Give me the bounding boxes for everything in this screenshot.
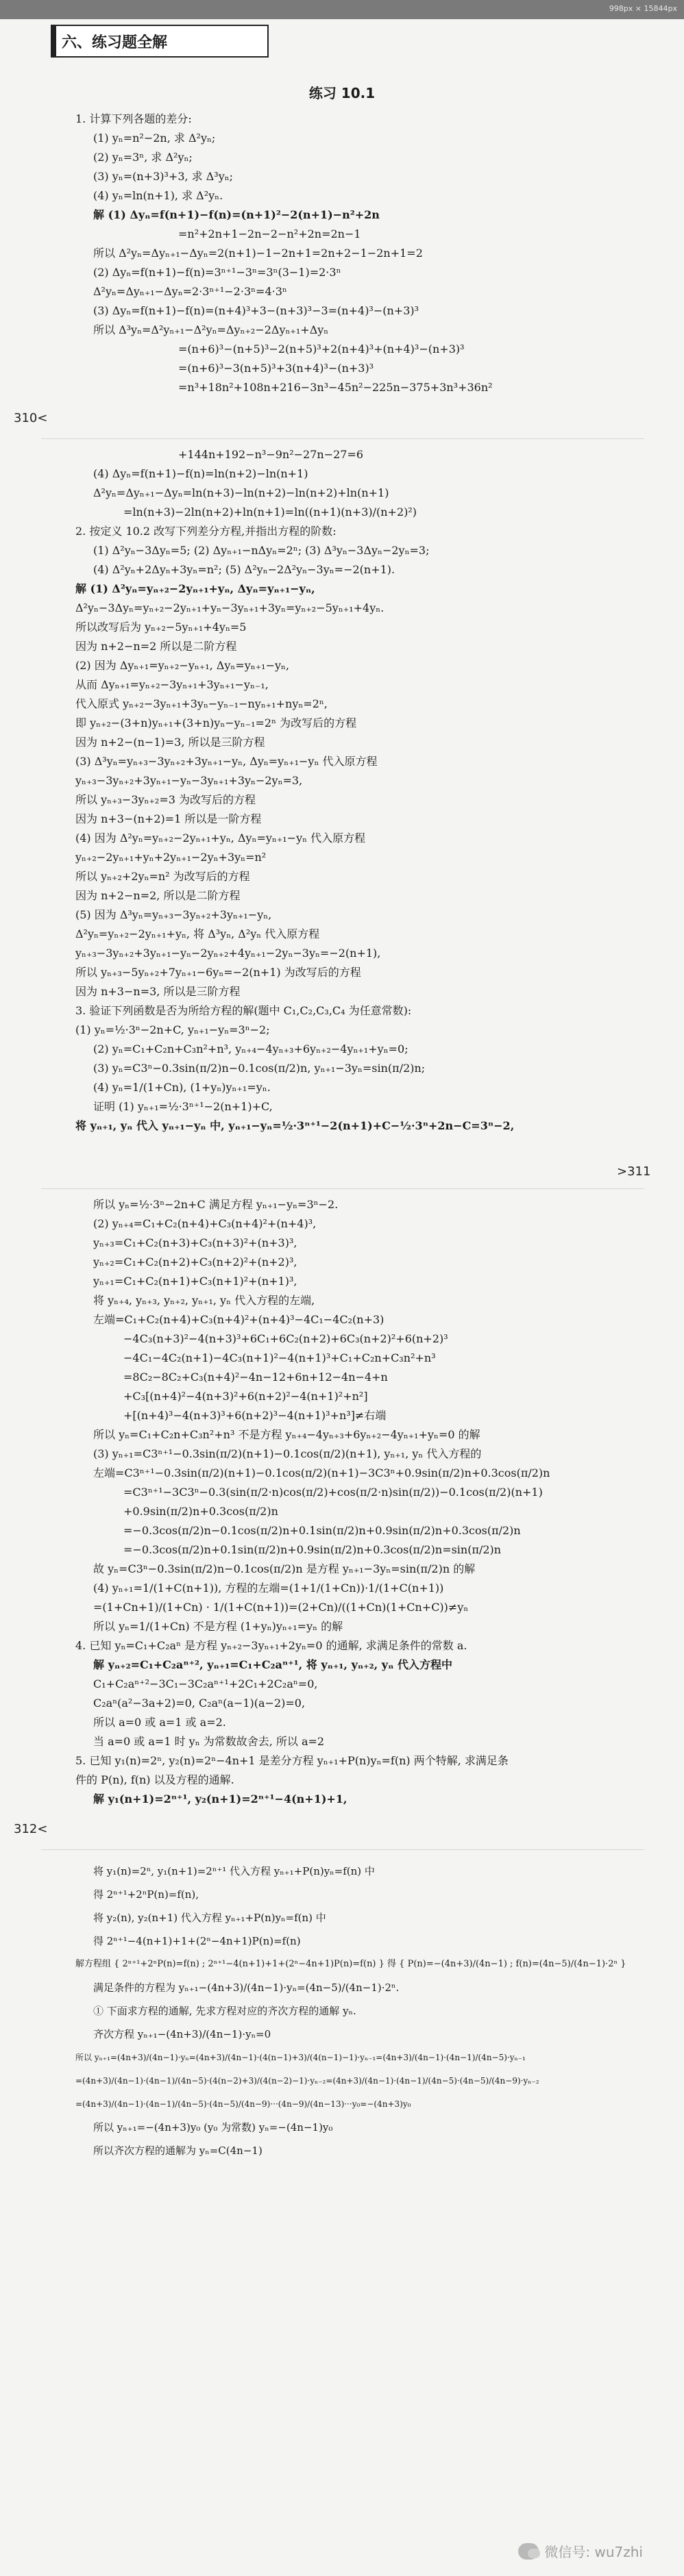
text-line: (1) Δ²yₙ−3Δyₙ=5; (2) Δyₙ₊₁−nΔyₙ=2ⁿ; (3) Δ³yₙ−3Δyₙ−2yₙ=3; (93, 544, 430, 557)
text-line: =(n+6)³−(n+5)³−2(n+5)³+2(n+4)³+(n+4)³−(n+3)³ (178, 342, 465, 355)
text-line: 2. 按定义 10.2 改写下列差分方程,并指出方程的阶数: (75, 525, 337, 538)
text-line: 因为 n+2−n=2, 所以是二阶方程 (75, 889, 241, 902)
text-line: (1) yₙ=n²−2n, 求 Δ²yₙ; (93, 132, 216, 145)
text-line: =(n+6)³−3(n+5)³+3(n+4)³−(n+3)³ (178, 362, 374, 375)
text-block-4 (75, 1860, 637, 2162)
text-line: 所以 yₙ=C₁+C₂n+C₃n²+n³ 不是方程 yₙ₊₄−4yₙ₊₃+6yₙ₊₂−4yₙ₊₁+yₙ=0 的解 (93, 1428, 480, 1441)
text-line: Δ²yₙ=Δyₙ₊₁−Δyₙ=2·3ⁿ⁺¹−2·3ⁿ=4·3ⁿ (93, 285, 287, 298)
text-line: =(1+Cn+1)/(1+Cn) · 1/(1+C(n+1))=(2+Cn)/((1+Cn)(1+Cn+C))≠yₙ (93, 1601, 469, 1614)
text-line: 件的 P(n), f(n) 以及方程的通解. (75, 1773, 234, 1786)
text-line: =n³+18n²+108n+216−3n³−45n²−225n−375+3n³+36n² (178, 381, 493, 394)
text-line: =C3ⁿ⁺¹−3C3ⁿ−0.3(sin(π/2·n)cos(π/2)+cos(π/2·n)sin(π/2))−0.1cos(π/2)(n+1) (123, 1486, 543, 1499)
text-line: ① 下面求方程的通解, 先求方程对应的齐次方程的通解 yₙ. (93, 2005, 356, 2017)
text-line: 5. 已知 y₁(n)=2ⁿ, y₂(n)=2ⁿ−4n+1 是差分方程 yₙ₊₁+P(n)yₙ=f(n) 两个特解, 求满足条 (75, 1754, 509, 1767)
text-line: =−0.3cos(π/2)n−0.1cos(π/2)n+0.1sin(π/2)n+0.9sin(π/2)n+0.3cos(π/2)n (123, 1524, 521, 1537)
text-line: 将 y₁(n)=2ⁿ, y₁(n+1)=2ⁿ⁺¹ 代入方程 yₙ₊₁+P(n)yₙ=f(n) 中 (93, 1865, 375, 1877)
text-line: 所以 yₙ₊₃−3yₙ₊₂=3 为改写后的方程 (75, 793, 256, 806)
text-line: =n²+2n+1−2n−2−n²+2n=2n−1 (178, 227, 361, 240)
text-line: yₙ₊₁=C₁+C₂(n+1)+C₃(n+1)²+(n+1)³, (93, 1275, 297, 1288)
text-line: 即 yₙ₊₂−(3+n)yₙ₊₁+(3+n)yₙ−yₙ₋₁=2ⁿ 为改写后的方程 (75, 716, 357, 729)
viewer-header-bar (0, 0, 684, 19)
text-line: (3) Δyₙ=f(n+1)−f(n)=(n+4)³+3−(n+3)³−3=(n+4)³−(n+3)³ (93, 304, 419, 317)
text-line: 所以 Δ²yₙ=Δyₙ₊₁−Δyₙ=2(n+1)−1−2n+1=2n+2−1−2n+1=2 (93, 247, 423, 260)
text-line: (4) 因为 Δ²yₙ=yₙ₊₂−2yₙ₊₁+yₙ, Δyₙ=yₙ₊₁−yₙ 代入原方程 (75, 831, 366, 845)
text-line: =(4n+3)/(4n−1)·(4n−1)/(4n−5)·(4(n−2)+3)/(4(n−2)−1)·yₙ₋₂=(4n+3)/(4n−1)·(4n−1)/(4n−5)·(4n−5)/(4n−9)·yₙ₋₂ (75, 2076, 539, 2086)
section-title-bar (52, 26, 56, 56)
text-line: 因为 n+2−n=2 所以是二阶方程 (75, 640, 237, 653)
text-line: (2) 因为 Δyₙ₊₁=yₙ₊₂−yₙ₊₁, Δyₙ=yₙ₊₁−yₙ, (75, 659, 290, 672)
text-line: +C₃[(n+4)²−4(n+3)²+6(n+2)²−4(n+1)²+n²] (123, 1390, 368, 1403)
text-line: 解 yₙ₊₂=C₁+C₂aⁿ⁺², yₙ₊₁=C₁+C₂aⁿ⁺¹, 将 yₙ₊₁, yₙ₊₂, yₙ 代入方程中 (93, 1658, 452, 1671)
text-line: (4) yₙ=ln(n+1), 求 Δ²yₙ. (93, 189, 223, 202)
text-line: 所以 yₙ₊₂+2yₙ=n² 为改写后的方程 (75, 870, 250, 883)
text-line: yₙ₊₂=C₁+C₂(n+2)+C₃(n+2)²+(n+2)³, (93, 1255, 297, 1268)
page-marker-311: >311 (617, 1164, 651, 1179)
text-line: (1) yₙ=½·3ⁿ−2n+C, yₙ₊₁−yₙ=3ⁿ−2; (75, 1023, 270, 1036)
text-line: 将 yₙ₊₄, yₙ₊₃, yₙ₊₂, yₙ₊₁, yₙ 代入方程的左端, (93, 1294, 315, 1307)
text-line: 将 y₂(n), y₂(n+1) 代入方程 yₙ₊₁+P(n)yₙ=f(n) 中 (93, 1912, 326, 1924)
text-line: (3) yₙ₊₁=C3ⁿ⁺¹−0.3sin(π/2)(n+1)−0.1cos(π/2)(n+1), yₙ₊₁, yₙ 代入方程的 (93, 1447, 482, 1460)
text-line: (5) 因为 Δ³yₙ=yₙ₊₃−3yₙ₊₂+3yₙ₊₁−yₙ, (75, 908, 272, 921)
text-block-1 (75, 110, 624, 397)
text-line: 满足条件的方程为 yₙ₊₁−(4n+3)/(4n−1)·yₙ=(4n−5)/(4n−1)·2ⁿ. (93, 1981, 400, 1994)
text-line: 所以 yₙ₊₁=(4n+3)/(4n−1)·yₙ=(4n+3)/(4n−1)·(4(n−1)+3)/(4(n−1)−1)·yₙ₋₁=(4n+3)/(4n−1)·(4n−1)/(4n−5)·yₙ₋₁ (75, 2053, 526, 2062)
text-line: 因为 n+2−(n−1)=3, 所以是三阶方程 (75, 736, 265, 749)
text-line: (4) Δ²yₙ+2Δyₙ+3yₙ=n²; (5) Δ²yₙ−2Δ²yₙ−3yₙ=−2(n+1). (93, 563, 395, 576)
section-title (51, 25, 269, 58)
text-line: 所以 yₙ₊₃−5yₙ₊₂+7yₙ₊₁−6yₙ=−2(n+1) 为改写后的方程 (75, 966, 361, 979)
text-line: yₙ₊₃=C₁+C₂(n+3)+C₃(n+3)²+(n+3)³, (93, 1236, 297, 1249)
text-line: 将 yₙ₊₁, yₙ 代入 yₙ₊₁−yₙ 中, yₙ₊₁−yₙ=½·3ⁿ⁺¹−2(n+1)+C−½·3ⁿ+2n−C=3ⁿ−2, (75, 1119, 515, 1132)
text-line: 4. 已知 yₙ=C₁+C₂aⁿ 是方程 yₙ₊₂−3yₙ₊₁+2yₙ=0 的通解, 求满足条件的常数 a. (75, 1639, 467, 1652)
text-line: (2) Δyₙ=f(n+1)−f(n)=3ⁿ⁺¹−3ⁿ=3ⁿ(3−1)=2·3ⁿ (93, 266, 341, 279)
text-line: 齐次方程 yₙ₊₁−(4n+3)/(4n−1)·yₙ=0 (93, 2028, 271, 2040)
text-line: 解 (1) Δ²yₙ=yₙ₊₂−2yₙ₊₁+yₙ, Δyₙ=yₙ₊₁−yₙ, (75, 582, 315, 595)
text-line: 所以 Δ³yₙ=Δ²yₙ₊₁−Δ²yₙ=Δyₙ₊₂−2Δyₙ₊₁+Δyₙ (93, 323, 329, 336)
section-title-text: 六、练习题全解 (62, 34, 168, 51)
text-line: 代入原式 yₙ₊₂−3yₙ₊₁+3yₙ−yₙ₋₁−nyₙ₊₁+nyₙ=2ⁿ, (75, 697, 328, 710)
wechat-watermark (518, 2541, 643, 2561)
text-line: (2) yₙ=3ⁿ, 求 Δ²yₙ; (93, 151, 193, 164)
text-line: 当 a=0 或 a=1 时 yₙ 为常数故舍去, 所以 a=2 (93, 1735, 325, 1748)
page-separator (41, 438, 644, 439)
text-line: 1. 计算下列各题的差分: (75, 112, 192, 125)
text-line: (4) yₙ₊₁=1/(1+C(n+1)), 方程的左端=(1+1/(1+Cn))·1/(1+C(n+1)) (93, 1581, 444, 1595)
exercise-title: 练习 10.1 (308, 85, 376, 101)
text-line: (3) Δ³yₙ=yₙ₊₃−3yₙ₊₂+3yₙ₊₁−yₙ, Δyₙ=yₙ₊₁−yₙ 代入原方程 (75, 755, 378, 768)
text-line: (3) yₙ=(n+3)³+3, 求 Δ³yₙ; (93, 170, 234, 183)
text-line: 所以 yₙ₊₁=−(4n+3)y₀ (y₀ 为常数) yₙ=−(4n−1)y₀ (93, 2121, 333, 2134)
text-line: 故 yₙ=C3ⁿ−0.3sin(π/2)n−0.1cos(π/2)n 是方程 yₙ₊₁−3yₙ=sin(π/2)n 的解 (93, 1562, 476, 1575)
page-marker-312: 312< (14, 1822, 48, 1836)
text-line: 所以改写后为 yₙ₊₂−5yₙ₊₁+4yₙ=5 (75, 621, 247, 634)
text-line: +0.9sin(π/2)n+0.3cos(π/2)n (123, 1505, 278, 1518)
text-line: (4) yₙ=1/(1+Cn), (1+yₙ)yₙ₊₁=yₙ. (93, 1081, 271, 1094)
text-line: 解 y₁(n+1)=2ⁿ⁺¹, y₂(n+1)=2ⁿ⁺¹−4(n+1)+1, (93, 1792, 347, 1805)
text-line: C₁+C₂aⁿ⁺²−3C₁−3C₂aⁿ⁺¹+2C₁+2C₂aⁿ=0, (93, 1677, 318, 1690)
text-line: 3. 验证下列函数是否为所给方程的解(题中 C₁,C₂,C₃,C₄ 为任意常数): (75, 1004, 412, 1017)
text-line: (2) yₙ₊₄=C₁+C₂(n+4)+C₃(n+4)²+(n+4)³, (93, 1217, 317, 1230)
text-line: Δ²yₙ=Δyₙ₊₁−Δyₙ=ln(n+3)−ln(n+2)−ln(n+2)+ln(n+1) (93, 486, 389, 499)
text-line: 得 2ⁿ⁺¹−4(n+1)+1+(2ⁿ−4n+1)P(n)=f(n) (93, 1935, 301, 1947)
text-line: =−0.3cos(π/2)n+0.1sin(π/2)n+0.9sin(π/2)n+0.3cos(π/2)n=sin(π/2)n (123, 1543, 502, 1556)
text-line: =(4n+3)/(4n−1)·(4n−1)/(4n−5)·(4n−5)/(4n−9)···(4n−9)/(4n−13)···y₀=−(4n+3)y₀ (75, 2099, 411, 2109)
text-line: 因为 n+3−(n+2)=1 所以是一阶方程 (75, 812, 262, 825)
text-line: −4C₁−4C₂(n+1)−4C₃(n+1)²−4(n+1)³+C₁+C₂n+C₃n²+n³ (123, 1351, 436, 1364)
watermark-text: 微信号: wu7zhi (544, 2544, 643, 2560)
text-line: (4) Δyₙ=f(n+1)−f(n)=ln(n+2)−ln(n+1) (93, 467, 308, 480)
image-dimensions-label: 998px × 15844px (609, 4, 677, 13)
text-block-2 (75, 445, 624, 1136)
text-line: yₙ₊₃−3yₙ₊₂+3yₙ₊₁−yₙ−3yₙ₊₁+3yₙ−2yₙ=3, (75, 774, 303, 787)
text-line: =ln(n+3)−2ln(n+2)+ln(n+1)=ln((n+1)(n+3)/(n+2)²) (123, 505, 417, 518)
wechat-icon (518, 2543, 539, 2560)
text-line: 所以 a=0 或 a=1 或 a=2. (93, 1716, 226, 1729)
text-line: (3) yₙ=C3ⁿ−0.3sin(π/2)n−0.1cos(π/2)n, yₙ₊₁−3yₙ=sin(π/2)n; (93, 1062, 426, 1075)
text-line: 得 2ⁿ⁺¹+2ⁿP(n)=f(n), (93, 1888, 199, 1901)
text-line: +[(n+4)³−4(n+3)³+6(n+2)³−4(n+1)³+n³]≠右端 (123, 1409, 387, 1422)
text-line: yₙ₊₃−3yₙ₊₂+3yₙ₊₁−yₙ−2yₙ₊₂+4yₙ₊₁−2yₙ−3yₙ=−2(n+1), (75, 947, 381, 960)
text-line: 所以 yₙ=1/(1+Cn) 不是方程 (1+yₙ)yₙ₊₁=yₙ 的解 (93, 1620, 343, 1633)
text-line: 左端=C₁+C₂(n+4)+C₃(n+4)²+(n+4)³−4C₁−4C₂(n+3) (93, 1313, 384, 1326)
text-line: +144n+192−n³−9n²−27n−27=6 (178, 448, 364, 461)
text-line: (2) yₙ=C₁+C₂n+C₃n²+n³, yₙ₊₄−4yₙ₊₃+6yₙ₊₂−4yₙ₊₁+yₙ=0; (93, 1042, 408, 1055)
text-block-3 (75, 1195, 624, 1809)
text-line: =8C₂−8C₂+C₃(n+4)²−4n−12+6n+12−4n−4+n (123, 1371, 388, 1384)
text-line: 解 (1) Δyₙ=f(n+1)−f(n)=(n+1)²−2(n+1)−n²+2n (93, 208, 380, 221)
text-line: 从而 Δyₙ₊₁=yₙ₊₂−3yₙ₊₁+3yₙ₊₁−yₙ₋₁, (75, 678, 269, 691)
text-line: −4C₃(n+3)²−4(n+3)³+6C₁+6C₂(n+2)+6C₃(n+2)²+6(n+2)³ (123, 1332, 448, 1345)
text-line: Δ²yₙ−3Δyₙ=yₙ₊₂−2yₙ₊₁+yₙ−3yₙ₊₁+3yₙ=yₙ₊₂−5yₙ₊₁+4yₙ. (75, 601, 384, 614)
text-line: 因为 n+3−n=3, 所以是三阶方程 (75, 985, 241, 998)
text-line: 所以 yₙ=½·3ⁿ−2n+C 满足方程 yₙ₊₁−yₙ=3ⁿ−2. (93, 1198, 339, 1211)
text-line: 解方程组 { 2ⁿ⁺¹+2ⁿP(n)=f(n) ; 2ⁿ⁺¹−4(n+1)+1+(2ⁿ−4n+1)P(n)=f(n) } 得 { P(n)=−(4n+3)/(4n−1) ; f(n)=(4n−5)/(4n−1)·2ⁿ } (75, 1959, 626, 1969)
text-line: 所以齐次方程的通解为 yₙ=C(4n−1) (93, 2144, 262, 2157)
text-line: C₂aⁿ(a²−3a+2)=0, C₂aⁿ(a−1)(a−2)=0, (93, 1697, 306, 1710)
text-line: yₙ₊₂−2yₙ₊₁+yₙ+2yₙ₊₁−2yₙ+3yₙ=n² (75, 851, 267, 864)
text-line: Δ²yₙ=yₙ₊₂−2yₙ₊₁+yₙ, 将 Δ³yₙ, Δ²yₙ 代入原方程 (75, 927, 320, 940)
page-marker-310: 310< (14, 411, 48, 425)
text-line: 左端=C3ⁿ⁺¹−0.3sin(π/2)(n+1)−0.1cos(π/2)(n+1)−3C3ⁿ+0.9sin(π/2)n+0.3cos(π/2)n (93, 1466, 550, 1479)
page-separator (41, 1188, 644, 1189)
page-separator (41, 1849, 644, 1850)
text-line: 证明 (1) yₙ₊₁=½·3ⁿ⁺¹−2(n+1)+C, (93, 1100, 273, 1113)
